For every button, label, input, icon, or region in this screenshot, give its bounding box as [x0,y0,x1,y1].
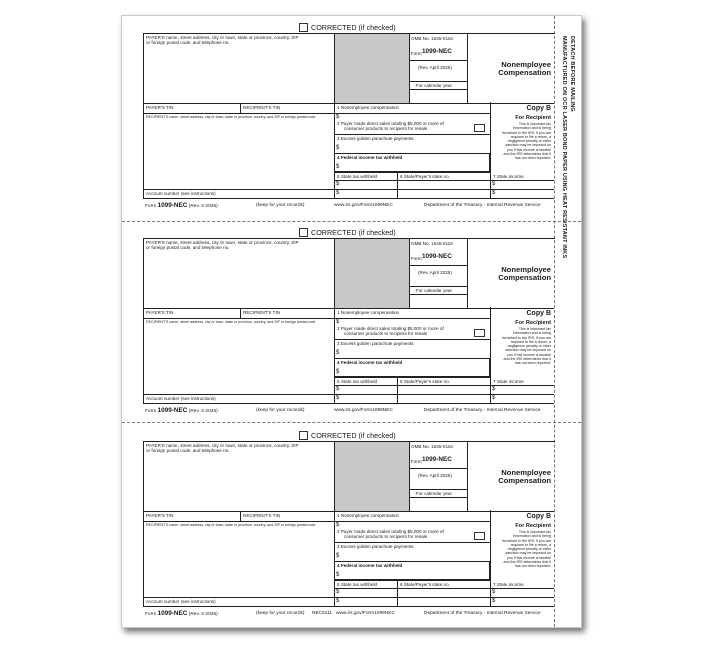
form-name: 1099-NEC [422,253,452,260]
box4-dollar: $ [336,369,340,375]
footer-revision: (Rev. 4-2025) [188,612,218,617]
form-name: 1099-NEC [422,48,452,55]
box5-label: 5 State tax withheld [337,379,378,384]
box5-dollar-2: $ [336,395,340,401]
box7-dollar-1: $ [492,386,496,392]
box5-dollar-1: $ [336,589,340,595]
box6-label: 6 State/Payer's state no. [400,174,450,179]
box2-label: 2 Payer made direct sales totaling $5,000 or more of [337,326,444,331]
box2-checkbox[interactable] [474,532,485,540]
box2-label-2: consumer products to recipient for resale [344,331,428,336]
detach-text: DETACH BEFORE MAILING [569,36,575,112]
footer-product-code: NEC5111 [312,611,333,616]
box7-dollar-1: $ [492,181,496,187]
box7-dollar-1: $ [492,589,496,595]
box7-dollar-2: $ [492,190,496,196]
footer-url: www.irs.gov/Form1099NEC [334,408,393,413]
side-margin-text [563,16,603,316]
box2-label-2: consumer products to recipient for resale [344,126,428,131]
form-footer [145,610,218,617]
box1-dollar: $ [336,114,340,120]
box5-label: 5 State tax withheld [337,582,378,587]
calendar-year-label: For calendar year [416,288,453,293]
title-line-2: Compensation [498,68,551,78]
form-label: Form [411,256,422,261]
payer-tin-label: PAYER'S TIN [146,310,174,315]
footer-department: Department of the Treasury - Internal Revenue Service [424,611,541,616]
box4-label: 4 Federal income tax withheld [337,155,403,160]
footer-url: www.irs.gov/Form1099NEC [334,203,393,208]
corrected-checkbox[interactable] [299,23,308,32]
footer-department: Department of the Treasury - Internal Revenue Service [424,203,541,208]
calendar-year-label: For calendar year [416,83,453,88]
box2-label-2: consumer products to recipient for resale [344,534,428,539]
box1-label: 1 Nonemployee compensation [337,310,400,315]
box4-dollar: $ [336,164,340,170]
form-label: Form [411,459,422,464]
payer-name-label-2: or foreign postal code, and telephone no. [146,40,230,45]
footer-form-label: Form [145,612,157,617]
payer-tin-label: PAYER'S TIN [146,513,174,518]
form-name: 1099-NEC [422,456,452,463]
payer-name-label-2: or foreign postal code, and telephone no. [146,448,230,453]
box6-label: 6 State/Payer's state no. [400,582,450,587]
box4-label: 4 Federal income tax withheld [337,563,403,568]
box7-label: 7 State income [493,582,524,587]
perforation-line-1 [122,221,581,222]
box7-label: 7 State income [493,379,524,384]
for-recipient-label: For Recipient [515,320,551,326]
box5-dollar-1: $ [336,181,340,187]
box3-label: 3 Excess golden parachute payments [337,136,414,141]
box5-label: 5 State tax withheld [337,174,378,179]
form-title [467,61,551,78]
box7-dollar-2: $ [492,395,496,401]
title-line-1: Nonemployee [501,60,551,69]
omb-number: OMB No. 1545-0116 [411,444,453,449]
payer-name-label: PAYER'S name, street address, city or town, state or province, country, ZIP [146,443,299,448]
form-title [467,469,551,486]
corrected-checkbox-row[interactable] [299,23,396,32]
corrected-checkbox[interactable] [299,431,308,440]
for-recipient-label: For Recipient [515,115,551,121]
form-copy-2 [122,224,554,425]
shaded-area [335,34,409,103]
account-number-label: Account number (see instructions) [146,191,216,196]
recipient-notice: This is important tax information and is being furnished to the IRS. If you are required to file a return, a negligence penalty or other sanction may be imposed on you if this income is taxable and the IRS determines that it has not been reported. [502,530,551,569]
box4-label: 4 Federal income tax withheld [337,360,403,365]
revision-label: (Rev. April 2025) [418,270,452,275]
corrected-label: CORRECTED (if checked) [311,228,396,237]
footer-form-name: 1099-NEC [157,202,188,209]
form-footer [145,407,218,414]
box3-dollar: $ [336,553,340,559]
form-copy-1 [122,19,554,220]
footer-form-label: Form [145,204,157,209]
copy-b-label: Copy B [526,105,551,112]
corrected-checkbox-row[interactable] [299,228,396,237]
box1-dollar: $ [336,319,340,325]
footer-form-label: Form [145,409,157,414]
recipient-notice: This is important tax information and is being furnished to the IRS. If you are required to file a return, a negligence penalty or other sanction may be imposed on you if this income is taxable and the IRS determines that it has not been reported. [502,122,551,161]
payer-tin-label: PAYER'S TIN [146,105,174,110]
omb-number: OMB No. 1545-0116 [411,36,453,41]
box5-dollar-2: $ [336,190,340,196]
footer-department: Department of the Treasury - Internal Revenue Service [424,408,541,413]
copy-b-label: Copy B [526,310,551,317]
copy-b-label: Copy B [526,513,551,520]
form-footer [145,202,218,209]
recipient-tin-label: RECIPIENT'S TIN [243,310,281,315]
shaded-area [335,442,409,511]
corrected-label: CORRECTED (if checked) [311,431,396,440]
box5-dollar-1: $ [336,386,340,392]
box3-dollar: $ [336,145,340,151]
payer-name-label-2: or foreign postal code, and telephone no. [146,245,230,250]
title-line-2: Compensation [498,273,551,283]
manufactured-text: MANUFACTURED ON OCR LASER BOND PAPER USING HEAT RESISTANT INKS [561,36,567,259]
title-line-2: Compensation [498,476,551,486]
footer-revision: (Rev. 4-2025) [188,409,218,414]
recipient-name-label: RECIPIENT'S name, street address, city or town, state or province, country, and ZIP or foreign postal code [146,523,316,527]
box4-dollar: $ [336,572,340,578]
box3-dollar: $ [336,350,340,356]
payer-name-label: PAYER'S name, street address, city or town, state or province, country, ZIP [146,35,299,40]
box2-checkbox[interactable] [474,124,485,132]
box7-label: 7 State income [493,174,524,179]
box7-dollar-2: $ [492,598,496,604]
account-number-label: Account number (see instructions) [146,599,216,604]
title-line-1: Nonemployee [501,265,551,274]
box5-dollar-2: $ [336,598,340,604]
footer-keep: (keep for your records) [256,203,305,208]
recipient-tin-label: RECIPIENT'S TIN [243,105,281,110]
account-number-label: Account number (see instructions) [146,396,216,401]
footer-revision: (Rev. 4-2025) [188,204,218,209]
footer-keep: (keep for your records) [256,408,305,413]
box1-dollar: $ [336,522,340,528]
title-line-1: Nonemployee [501,468,551,477]
box6-label: 6 State/Payer's state no. [400,379,450,384]
form-title [467,266,551,283]
footer-keep: (keep for your records) [256,611,305,616]
corrected-label: CORRECTED (if checked) [311,23,396,32]
recipient-tin-label: RECIPIENT'S TIN [243,513,281,518]
tax-form-sheet [121,15,582,628]
box1-label: 1 Nonemployee compensation [337,513,400,518]
footer-form-name: 1099-NEC [157,407,188,414]
box2-label: 2 Payer made direct sales totaling $5,000 or more of [337,121,444,126]
box1-label: 1 Nonemployee compensation [337,105,400,110]
calendar-year-label: For calendar year [416,491,453,496]
corrected-checkbox-row[interactable] [299,431,396,440]
payer-name-label: PAYER'S name, street address, city or town, state or province, country, ZIP [146,240,299,245]
form-copy-3 [122,427,554,628]
footer-url: www.irs.gov/Form1099NEC [336,611,395,616]
vertical-perforation [554,16,555,627]
revision-label: (Rev. April 2025) [418,65,452,70]
box2-checkbox[interactable] [474,329,485,337]
revision-label: (Rev. April 2025) [418,473,452,478]
recipient-name-label: RECIPIENT'S name, street address, city or town, state or province, country, and ZIP or foreign postal code [146,115,316,119]
box3-label: 3 Excess golden parachute payments [337,544,414,549]
corrected-checkbox[interactable] [299,228,308,237]
form-label: Form [411,51,422,56]
omb-number: OMB No. 1545-0116 [411,241,453,246]
recipient-notice: This is important tax information and is being furnished to the IRS. If you are required to file a return, a negligence penalty or other sanction may be imposed on you if this income is taxable and the IRS determines that it has not been reported. [502,327,551,366]
for-recipient-label: For Recipient [515,523,551,529]
recipient-name-label: RECIPIENT'S name, street address, city or town, state or province, country, and ZIP or foreign postal code [146,320,316,324]
footer-form-name: 1099-NEC [157,610,188,617]
shaded-area [335,239,409,308]
box3-label: 3 Excess golden parachute payments [337,341,414,346]
box2-label: 2 Payer made direct sales totaling $5,000 or more of [337,529,444,534]
